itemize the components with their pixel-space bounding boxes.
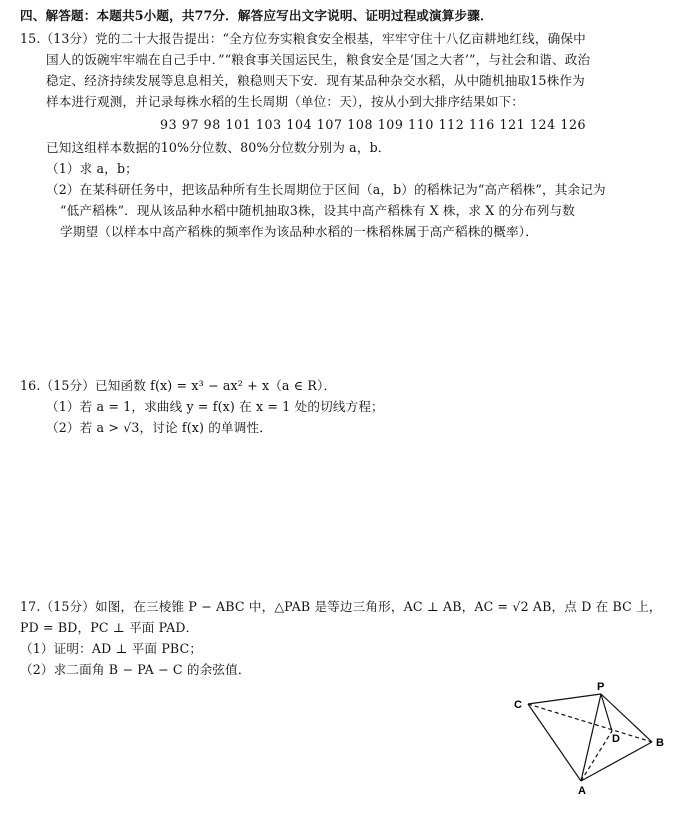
q15-line-2: 国人的饭碗牢牢端在自己手中．”“粮食事关国运民生，粮食安全是‘国之大者’”，与社会和谐、政治 <box>46 52 591 67</box>
label-B: B <box>656 737 664 749</box>
q15-part-1: （1）求 a，b； <box>46 161 138 176</box>
label-P: P <box>597 681 605 693</box>
edge-CA <box>528 704 581 781</box>
edge-CP <box>528 694 601 704</box>
q15-data-values: 93 97 98 101 103 104 107 108 109 110 112 116 121 124 126 <box>160 117 587 132</box>
edge-PA <box>581 694 601 781</box>
q17-part-2: （2）求二面角 B − PA − C 的余弦值． <box>20 662 251 677</box>
q16-line-1: 16.（15分）已知函数 f(x) = x³ − ax² + x（a ∈ R）． <box>20 378 337 393</box>
q16-part-1: （1）若 a = 1，求曲线 y = f(x) 在 x = 1 处的切线方程； <box>46 399 384 414</box>
q15-line-4: 样本进行观测，并记录每株水稻的生长周期（单位：天），按从小到大排序结果如下： <box>46 94 524 109</box>
q17-line-2: PD = BD，PC ⊥ 平面 PAD． <box>20 620 199 635</box>
label-A: A <box>578 785 586 797</box>
q15-part-2-line-3: 学期望（以样本中高产稻株的频率作为该品种水稻的一株稻株属于高产稻株的概率）． <box>60 224 538 239</box>
q15-line-5: 已知这组样本数据的10%分位数、80%分位数分别为 a，b． <box>46 140 391 155</box>
label-C: C <box>514 699 522 711</box>
q17-part-1: （1）证明：AD ⊥ 平面 PBC； <box>20 641 203 656</box>
q17-line-1: 17.（15分）如图，在三棱锥 P − ABC 中，△PAB 是等边三角形，AC ⊥ AB，AC = √2 AB，点 D 在 BC 上， <box>20 599 662 614</box>
section-header: 四、解答题：本题共5小题，共77分．解答应写出文字说明、证明过程或演算步骤． <box>20 8 493 23</box>
q16-part-2: （2）若 a > √3，讨论 f(x) 的单调性． <box>46 420 272 435</box>
edge-CB-dashed <box>528 704 652 742</box>
q15-part-2-line-2: “低产稻株”．现从该品种水稻中随机抽取3株，设其中高产稻株有 X 株，求 X 的分布列与数 <box>60 203 575 218</box>
label-D: D <box>612 733 620 745</box>
q15-line-3: 稳定、经济持续发展等息息相关，粮稳则天下安．现有某品种杂交水稻，从中随机抽取15株作为 <box>46 73 585 88</box>
q15-part-2-line-1: （2）在某科研任务中，把该品种所有生长周期位于区间（a，b）的稻株记为“高产稻株”，其余记为 <box>46 182 606 197</box>
edge-AB <box>581 742 652 781</box>
edge-AD-dashed <box>581 731 612 781</box>
q15-line-1: 15.（13分）党的二十大报告提出：“全方位夯实粮食安全根基，牢牢守住十八亿亩耕地红线，确保中 <box>20 31 586 46</box>
